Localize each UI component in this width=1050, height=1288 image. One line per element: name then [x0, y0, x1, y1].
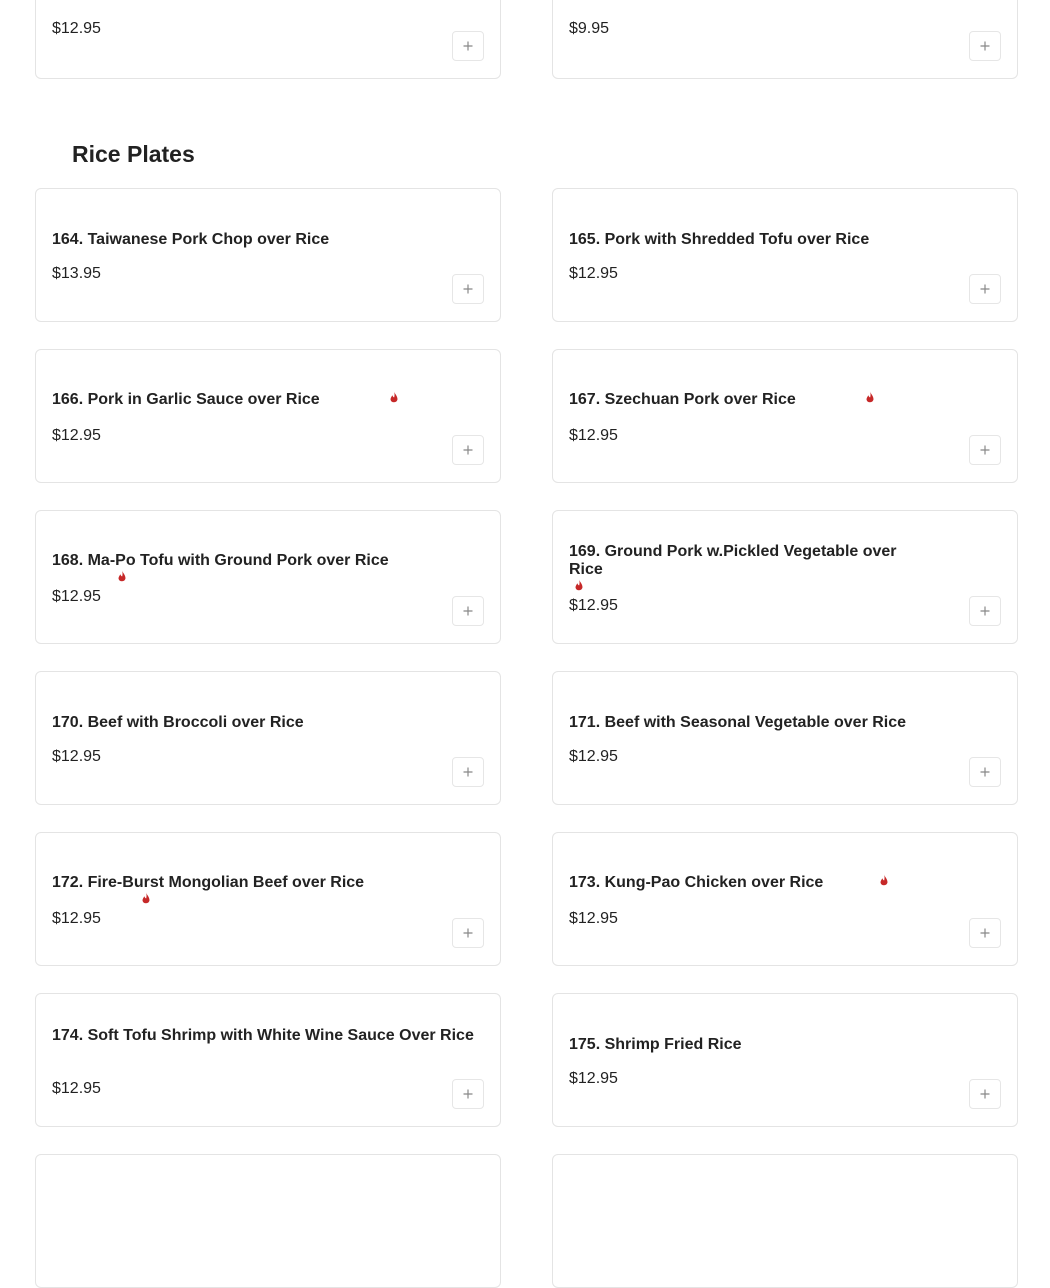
item-price: $12.95 — [569, 597, 618, 614]
add-to-cart-button[interactable] — [452, 1079, 484, 1109]
add-to-cart-button[interactable] — [452, 31, 484, 61]
plus-icon — [463, 1089, 473, 1099]
menu-item-card[interactable] — [552, 0, 1018, 79]
item-name: 166. Pork in Garlic Sauce over Rice — [52, 391, 320, 408]
plus-icon — [463, 445, 473, 455]
menu-item-card[interactable] — [35, 510, 501, 644]
flame-icon — [878, 874, 890, 888]
plus-icon — [463, 41, 473, 51]
add-to-cart-button[interactable] — [969, 1079, 1001, 1109]
item-price: $12.95 — [569, 1070, 618, 1087]
add-to-cart-button[interactable] — [969, 31, 1001, 61]
add-to-cart-button[interactable] — [969, 274, 1001, 304]
plus-icon — [980, 284, 990, 294]
plus-icon — [463, 284, 473, 294]
menu-item-card[interactable] — [552, 188, 1018, 322]
menu-item-card[interactable] — [552, 349, 1018, 483]
item-price: $9.95 — [569, 20, 610, 37]
item-name: 165. Pork with Shredded Tofu over Rice — [569, 231, 870, 248]
menu-item-card[interactable] — [35, 832, 501, 966]
plus-icon — [463, 767, 473, 777]
item-name: 172. Fire-Burst Mongolian Beef over Rice — [52, 874, 365, 891]
item-name: 167. Szechuan Pork over Rice — [569, 391, 796, 408]
item-price: $12.95 — [569, 265, 618, 282]
item-price: $12.95 — [569, 748, 618, 765]
menu-item-card[interactable] — [552, 671, 1018, 805]
item-price: $13.95 — [52, 265, 101, 282]
flame-icon — [573, 579, 585, 593]
item-name: 173. Kung-Pao Chicken over Rice — [569, 874, 824, 891]
add-to-cart-button[interactable] — [452, 435, 484, 465]
item-name: 168. Ma-Po Tofu with Ground Pork over Rice — [52, 552, 389, 569]
item-price: $12.95 — [52, 748, 101, 765]
plus-icon — [980, 928, 990, 938]
flame-icon — [388, 391, 400, 405]
item-price: $12.95 — [569, 427, 618, 444]
add-to-cart-button[interactable] — [452, 918, 484, 948]
item-price: $12.95 — [569, 910, 618, 927]
menu-item-card[interactable] — [552, 832, 1018, 966]
menu-item-card[interactable] — [552, 1154, 1018, 1288]
add-to-cart-button[interactable] — [969, 435, 1001, 465]
menu-item-card[interactable] — [35, 188, 501, 322]
flame-icon — [140, 892, 152, 906]
menu-item-card[interactable] — [552, 993, 1018, 1127]
add-to-cart-button[interactable] — [969, 757, 1001, 787]
add-to-cart-button[interactable] — [452, 274, 484, 304]
item-name: 175. Shrimp Fried Rice — [569, 1036, 742, 1053]
item-price: $12.95 — [52, 588, 101, 605]
add-to-cart-button[interactable] — [452, 596, 484, 626]
plus-icon — [980, 41, 990, 51]
item-price: $12.95 — [52, 20, 101, 37]
menu-item-card[interactable] — [35, 993, 501, 1127]
item-name: 171. Beef with Seasonal Vegetable over Rice — [569, 714, 907, 731]
plus-icon — [980, 767, 990, 777]
item-name: 170. Beef with Broccoli over Rice — [52, 714, 304, 731]
flame-icon — [116, 570, 128, 584]
plus-icon — [980, 445, 990, 455]
menu-item-card[interactable] — [35, 1154, 501, 1288]
menu-item-card[interactable] — [35, 671, 501, 805]
section-title: Rice Plates — [72, 141, 195, 167]
item-name: 174. Soft Tofu Shrimp with White Wine Sauce Over Rice — [52, 1027, 474, 1044]
plus-icon — [463, 928, 473, 938]
plus-icon — [463, 606, 473, 616]
plus-icon — [980, 1089, 990, 1099]
plus-icon — [980, 606, 990, 616]
item-price: $12.95 — [52, 427, 101, 444]
menu-item-card[interactable] — [35, 0, 501, 79]
add-to-cart-button[interactable] — [452, 757, 484, 787]
add-to-cart-button[interactable] — [969, 918, 1001, 948]
item-price: $12.95 — [52, 910, 101, 927]
add-to-cart-button[interactable] — [969, 596, 1001, 626]
item-name: 164. Taiwanese Pork Chop over Rice — [52, 231, 330, 248]
item-price: $12.95 — [52, 1080, 101, 1097]
menu-item-card[interactable] — [552, 510, 1018, 644]
menu-item-card[interactable] — [35, 349, 501, 483]
item-name: 169. Ground Pork w.Pickled Vegetable over Rice — [569, 543, 897, 578]
flame-icon — [864, 391, 876, 405]
